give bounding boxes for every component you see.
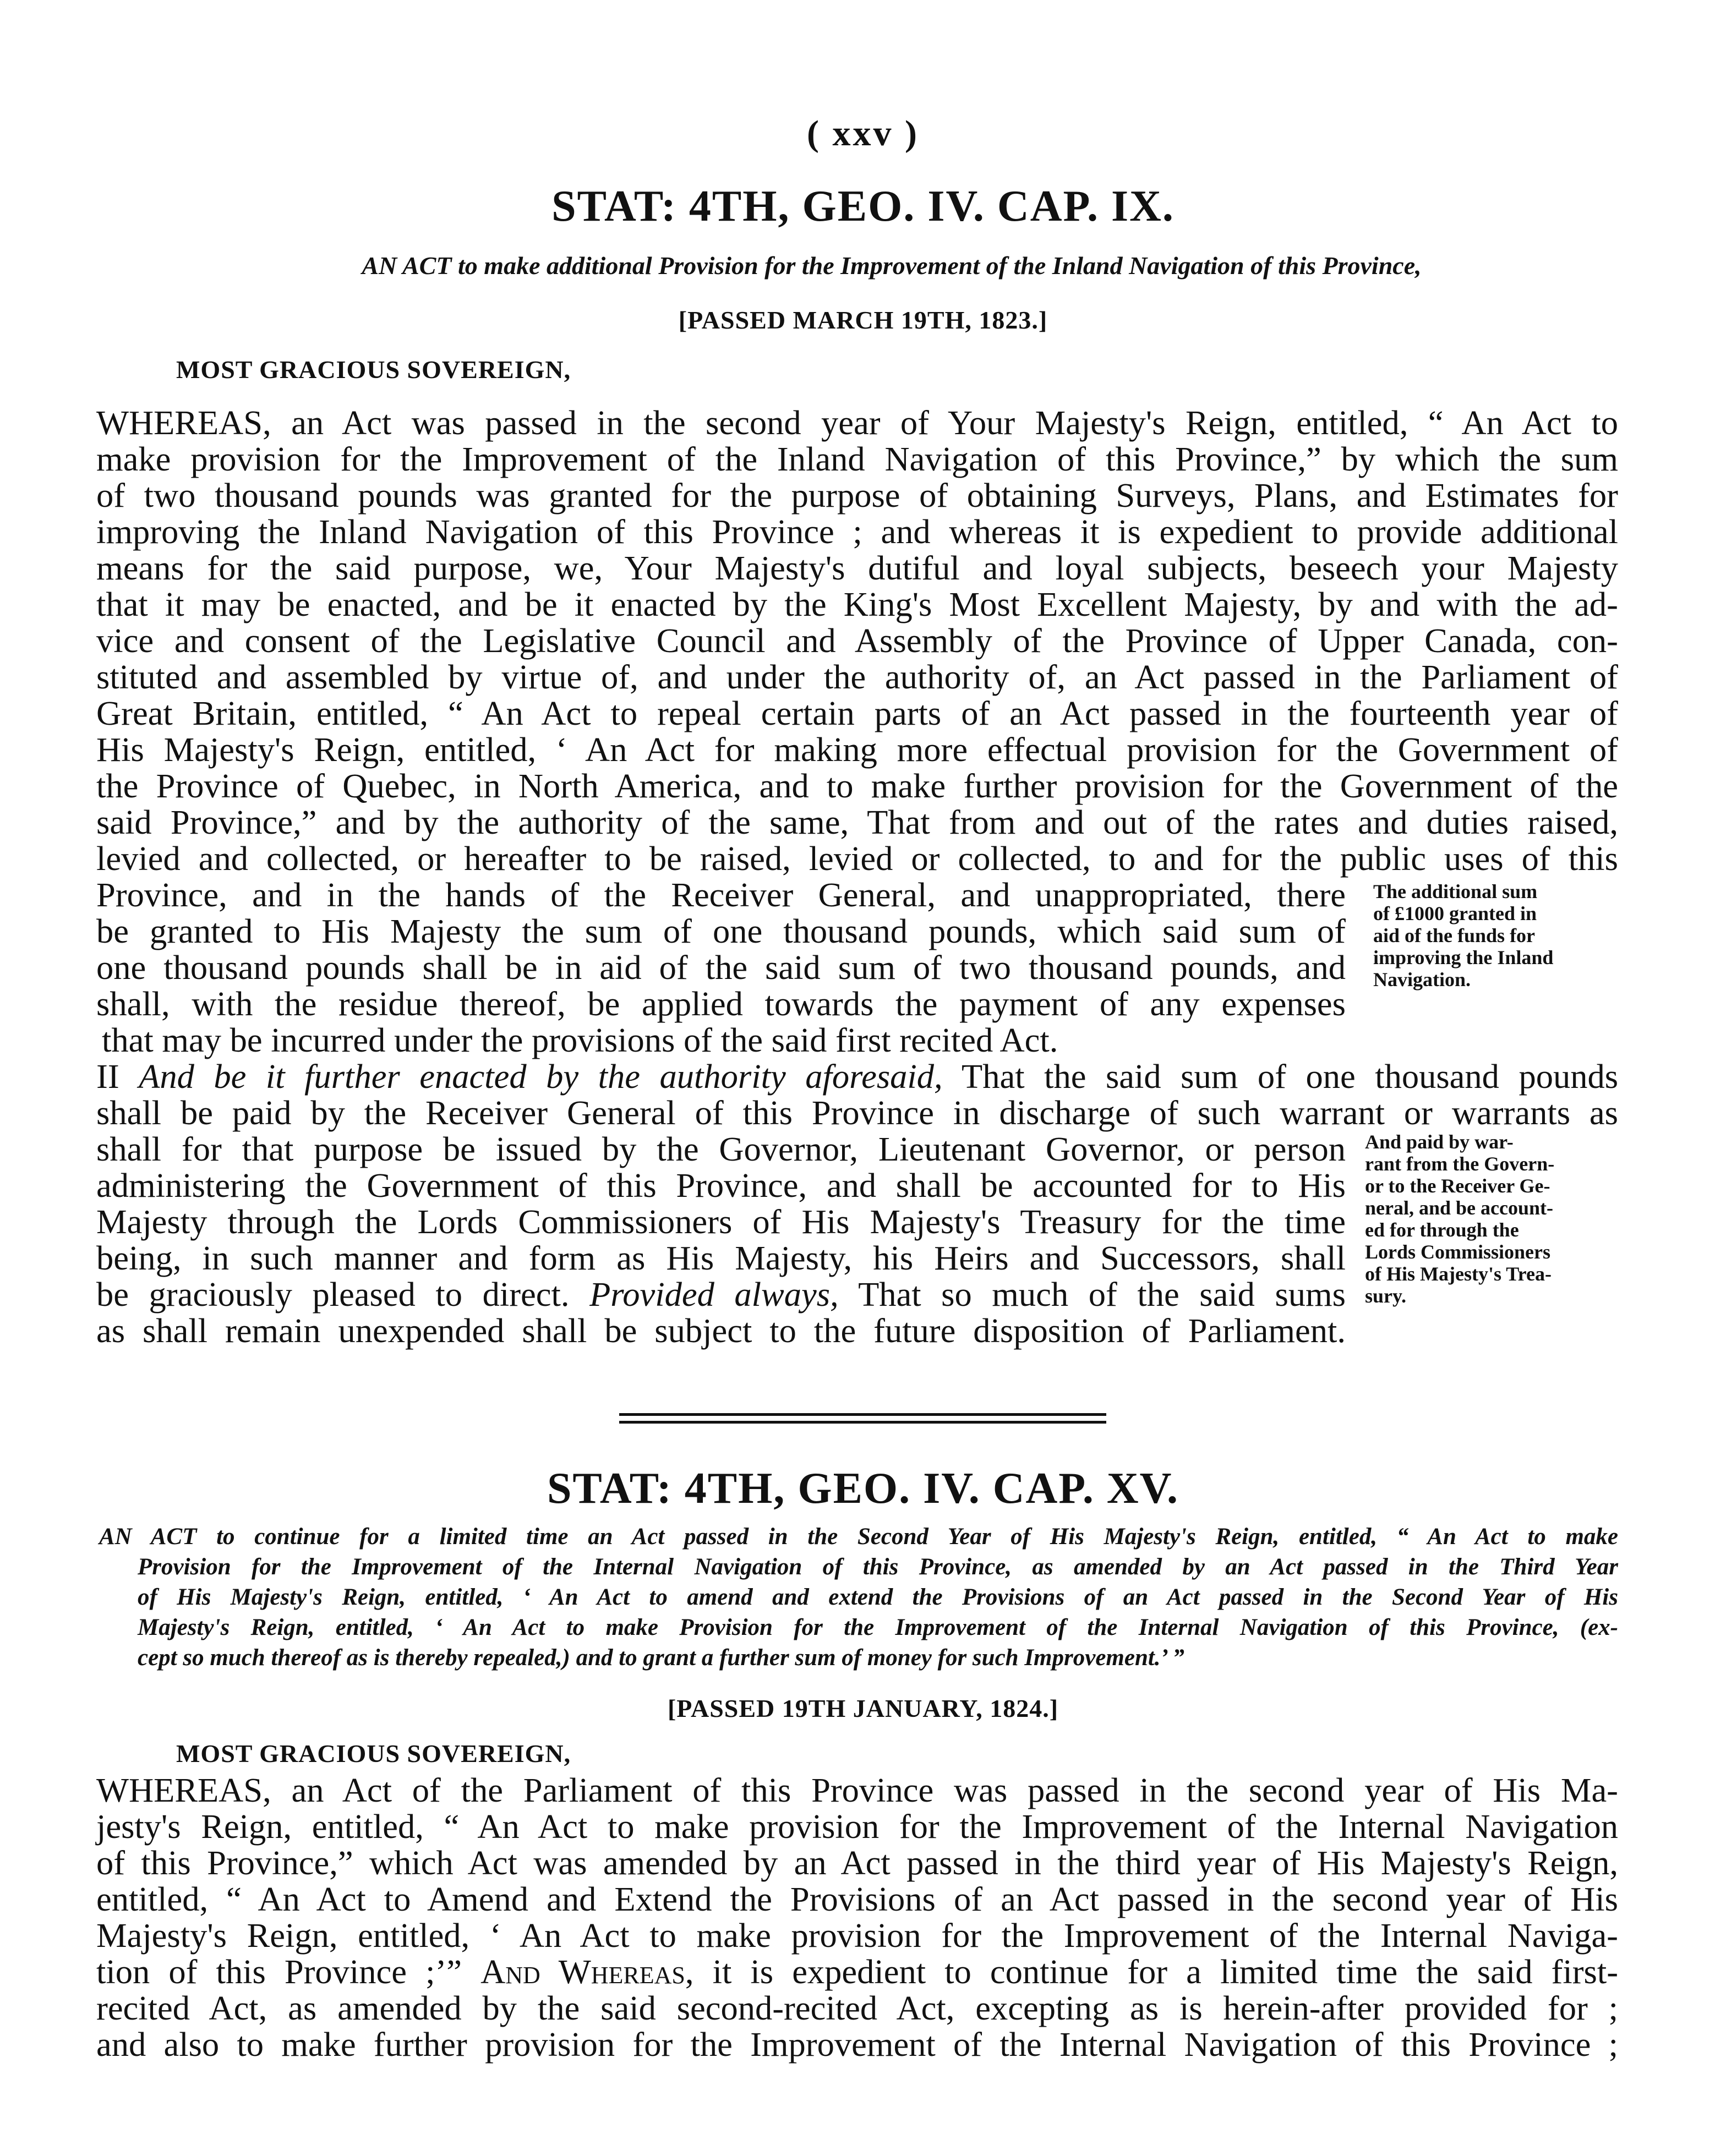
proviso-lead: be graciously pleased to direct. [96, 1275, 570, 1314]
text-line: Great Britain, entitled, “ An Act to repeal certain parts of an Act passed in the fourteenth year of [96, 694, 1618, 732]
title-line: AN ACT to continue for a limited time an Act passed in the Second Year of His Majesty's Reign, entitled, “ An Act to make [99, 1524, 1618, 1550]
marginal-line: Navigation. [1373, 968, 1471, 991]
text-line: the Province of Quebec, in North America, and to make further provision for the Government of the [96, 767, 1618, 805]
marginal-line: or to the Receiver Ge- [1365, 1175, 1550, 1197]
title-line: Provision for the Improvement of the Internal Navigation of this Province, as amended by an Act passed in the Third Year [138, 1554, 1618, 1580]
text-line: Majesty's Reign, entitled, ‘ An Act to make provision for the Improvement of the Internal Naviga- [96, 1916, 1618, 1955]
act1-paragraph-1 [96, 404, 1618, 877]
text-line: make provision for the Improvement of the Inland Navigation of this Province,” by which the sum [96, 440, 1618, 478]
text-line: Province, and in the hands of the Receiver General, and unappropriated, there [96, 875, 1346, 914]
section-number: II [96, 1057, 119, 1096]
act1-stat-heading: STAT: 4TH, GEO. IV. CAP. IX. [551, 182, 1175, 231]
act2-paragraph-line-6 [96, 1953, 1618, 1990]
and-whereas-smallcaps: And Whereas, [480, 1952, 694, 1991]
act1-marginal-note-2 [1365, 1131, 1615, 1307]
section-intro-italic: And be it further enacted by the authority aforesaid, [139, 1057, 943, 1096]
text-line: levied and collected, or hereafter to be raised, levied or collected, to and for the public uses of this [96, 839, 1618, 878]
act2-paragraph-end [96, 1990, 1618, 2062]
text-line: being, in such manner and form as His Majesty, his Heirs and Successors, shall [96, 1239, 1346, 1277]
text-line: shall, with the residue thereof, be applied towards the payment of any expenses [96, 984, 1346, 1023]
text-line: that may be incurred under the provisions of the said first recited Act. [102, 1021, 1058, 1059]
marginal-line: neral, and be account- [1365, 1197, 1553, 1219]
proviso-rest: That so much of the said sums [858, 1275, 1346, 1314]
text-line: His Majesty's Reign, entitled, ‘ An Act for making more effectual provision for the Government of [96, 730, 1618, 769]
marginal-line: sury. [1365, 1285, 1407, 1307]
title-line: of His Majesty's Reign, entitled, ‘ An Act to amend and extend the Provisions of an Act passed in the Second Year of His [138, 1584, 1618, 1610]
text-line: WHEREAS, an Act of the Parliament of this Province was passed in the second year of His Ma- [96, 1771, 1618, 1809]
act1-passed-date: [PASSED MARCH 19TH, 1823.] [678, 306, 1048, 334]
marginal-line: ed for through the [1365, 1219, 1519, 1241]
act1-title: AN ACT to make additional Provision for the Improvement of the Inland Navigation of this Province, [362, 251, 1422, 280]
text-line: one thousand pounds shall be in aid of the said sum of two thousand pounds, and [96, 948, 1346, 987]
act1-section-2-narrow [96, 1131, 1346, 1276]
text-line: be granted to His Majesty the sum of one thousand pounds, which said sum of [96, 912, 1346, 950]
text-fragment: tion of this Province ;’” [96, 1952, 462, 1991]
text-fragment: it is expedient to continue for a limited time the said first- [712, 1952, 1619, 1991]
text-line: recited Act, as amended by the said second-recited Act, excepting as is herein-after provided for ; [96, 1989, 1618, 2027]
page-number: ( xxv ) [807, 113, 919, 154]
proviso-italic: Provided always, [589, 1275, 839, 1314]
text-line: that it may be enacted, and be it enacted by the King's Most Excellent Majesty, by and with the ad- [96, 585, 1618, 623]
text-line: of this Province,” which Act was amended by an Act passed in the third year of His Majesty's Reign, [96, 1843, 1618, 1882]
title-line: Majesty's Reign, entitled, ‘ An Act to make Provision for the Improvement of the Internal Navigation of this Province, (ex- [138, 1615, 1618, 1640]
text-line: stituted and assembled by virtue of, and under the authority of, an Act passed in the Parliament of [96, 658, 1618, 696]
act1-paragraph-1-narrow [96, 877, 1346, 1058]
act2-paragraph [96, 1772, 1618, 1953]
text-line: jesty's Reign, entitled, “ An Act to make provision for the Improvement of the Internal Navigation [96, 1807, 1618, 1846]
text-line: said Province,” and by the authority of the same, That from and out of the rates and duties raised, [96, 803, 1618, 841]
marginal-line: The additional sum [1373, 880, 1538, 902]
text-line: shall be paid by the Receiver General of this Province in discharge of such warrant or warrants as [96, 1093, 1618, 1132]
section-intro-rest: That the said sum of one thousand pounds [962, 1057, 1619, 1096]
section-divider-top [619, 1413, 1106, 1416]
act2-stat-heading: STAT: 4TH, GEO. IV. CAP. XV. [547, 1464, 1179, 1513]
text-line: means for the said purpose, we, Your Majesty's dutiful and loyal subjects, beseech your Majesty [96, 549, 1618, 587]
act1-section-2-last-line [96, 1312, 1346, 1349]
text-line: entitled, “ An Act to Amend and Extend the Provisions of an Act passed in the second year of His [96, 1880, 1618, 1918]
act2-title [99, 1522, 1618, 1673]
act2-salutation: MOST GRACIOUS SOVEREIGN, [176, 1739, 571, 1768]
act2-passed-date: [PASSED 19TH JANUARY, 1824.] [667, 1694, 1059, 1722]
text-line: Majesty through the Lords Commissioners of His Majesty's Treasury for the time [96, 1202, 1346, 1241]
text-line: as shall remain unexpended shall be subject to the future disposition of Parliament. [96, 1311, 1346, 1350]
text-line: and also to make further provision for the Improvement of the Internal Navigation of this Province ; [96, 2025, 1618, 2064]
text-line: WHEREAS, an Act was passed in the second year of Your Majesty's Reign, entitled, “ An Act to [96, 403, 1618, 442]
text-line: shall for that purpose be issued by the Governor, Lieutenant Governor, or person [96, 1130, 1346, 1168]
text-line: administering the Government of this Province, and shall be accounted for to His [96, 1166, 1346, 1205]
marginal-line: improving the Inland [1373, 946, 1554, 968]
marginal-line: aid of the funds for [1373, 924, 1536, 946]
marginal-line: of £1000 granted in [1373, 902, 1537, 924]
text-line: vice and consent of the Legislative Council and Assembly of the Province of Upper Canada, con- [96, 621, 1618, 660]
act1-section-2-first-line [96, 1058, 1618, 1095]
marginal-line: And paid by war- [1365, 1131, 1514, 1153]
act1-section-2-line-2 [96, 1095, 1618, 1131]
act1-section-2-proviso-line [96, 1276, 1346, 1312]
marginal-line: Lords Commissioners [1365, 1241, 1551, 1263]
marginal-line: of His Majesty's Trea- [1365, 1263, 1552, 1285]
marginal-line: rant from the Govern- [1365, 1153, 1555, 1175]
text-line: of two thousand pounds was granted for the purpose of obtaining Surveys, Plans, and Estimates for [96, 476, 1618, 515]
section-divider-bottom [619, 1421, 1106, 1424]
text-line: improving the Inland Navigation of this Province ; and whereas it is expedient to provide additional [96, 512, 1618, 551]
title-line: cept so much thereof as is thereby repealed,) and to grant a further sum of money for such Improvement.’ ” [138, 1645, 1184, 1671]
act1-salutation: MOST GRACIOUS SOVEREIGN, [176, 355, 571, 384]
act1-marginal-note-1 [1373, 880, 1615, 991]
